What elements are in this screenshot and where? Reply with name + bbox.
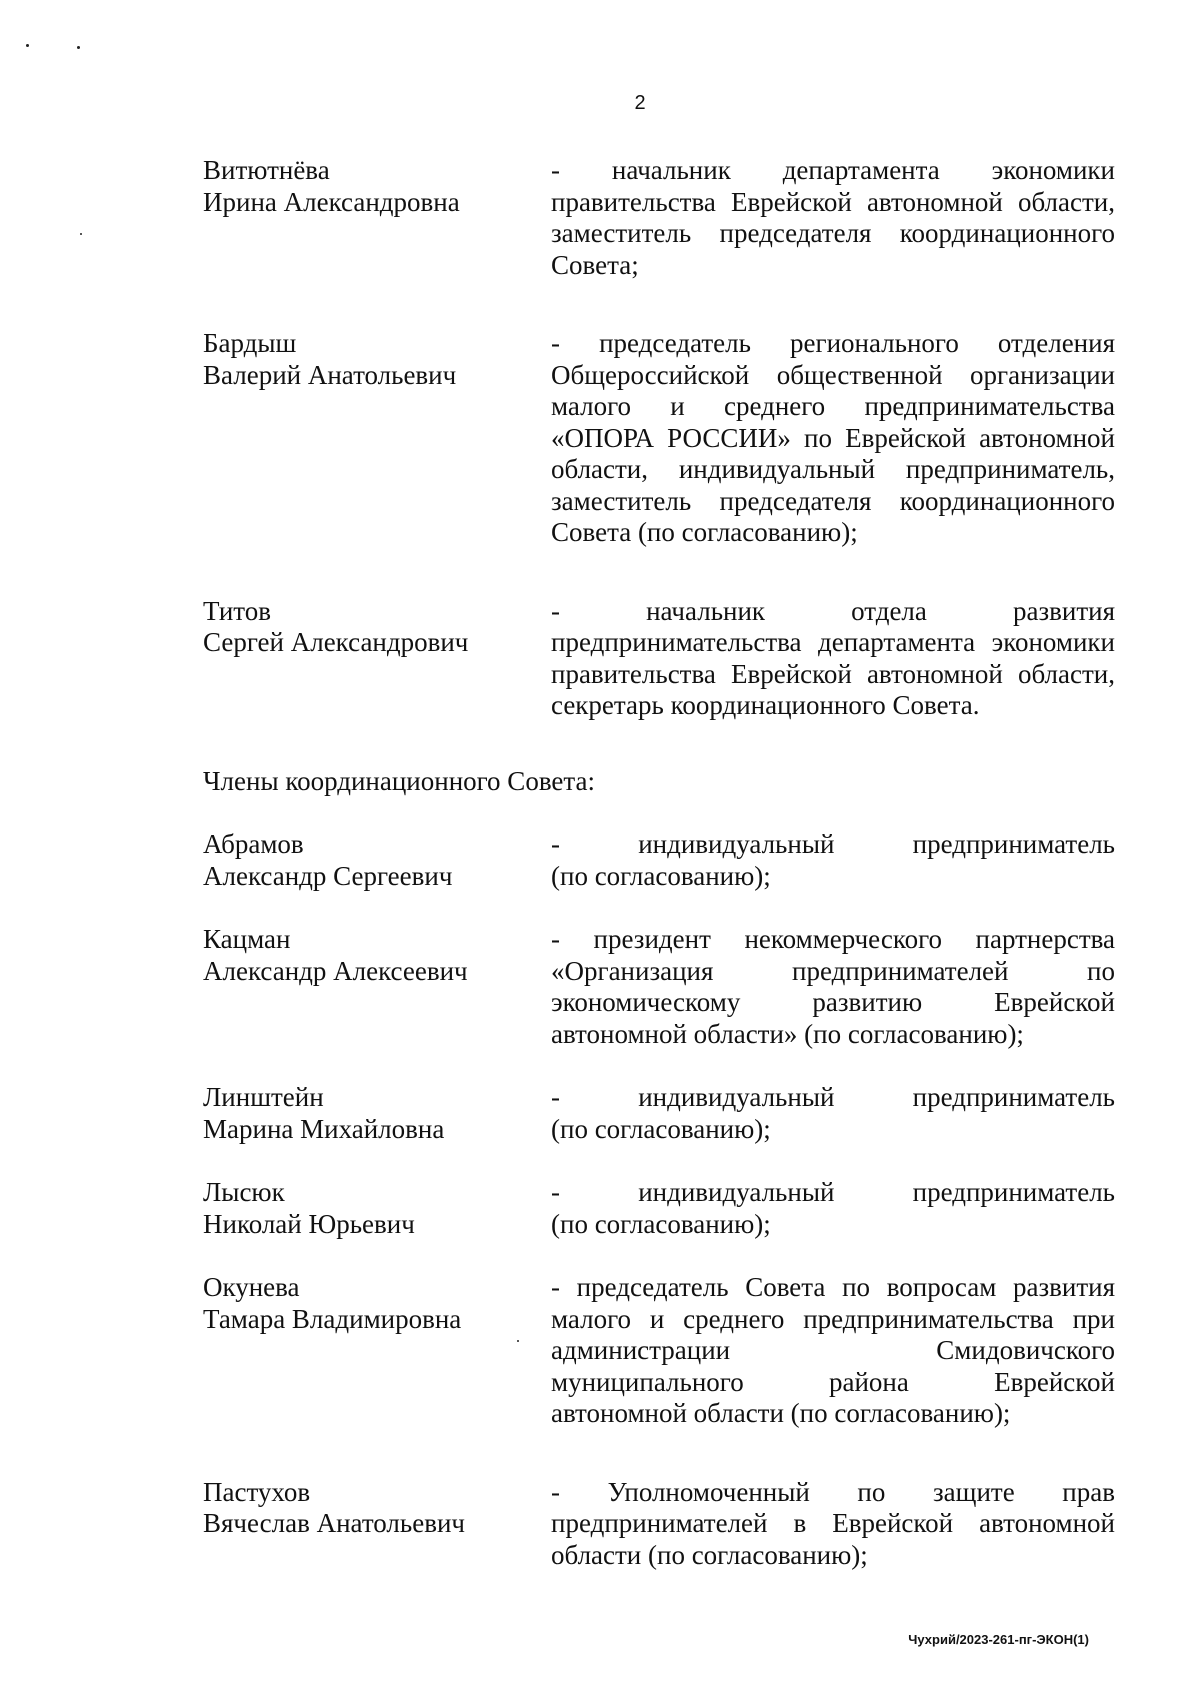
description-line: - начальник департамента экономики xyxy=(551,155,1115,185)
given-names: Ирина Александровна xyxy=(203,186,460,217)
description-line: заместитель председателя координационного xyxy=(551,485,1115,516)
description-line: - начальник отдела развития xyxy=(551,595,1115,626)
description-line: предпринимательства департамента экономики xyxy=(551,627,1115,657)
council-member-pastukhov xyxy=(203,1477,1115,1572)
description-line: - председатель регионального отделения xyxy=(551,328,1115,358)
position-description xyxy=(551,596,1115,722)
description-line: малого и среднего предпринимательства xyxy=(551,391,1115,421)
given-names: Александр Сергеевич xyxy=(203,860,453,891)
person-name xyxy=(203,1177,551,1240)
description-line: экономическому развитию Еврейской xyxy=(551,987,1115,1017)
scan-speck xyxy=(80,233,82,235)
council-entry-bardysh xyxy=(203,328,1115,549)
description-line: - президент некоммерческого партнерства xyxy=(551,924,1115,954)
description-line: автономной области» (по согласованию); xyxy=(551,1018,1024,1049)
members-heading: Члены координационного Совета: xyxy=(203,765,596,796)
scan-speck xyxy=(77,46,80,49)
description-line: - индивидуальный предприниматель xyxy=(551,1082,1115,1112)
description-line: - Уполномоченный по защите прав xyxy=(551,1476,1115,1507)
description-line: (по согласованию); xyxy=(551,860,771,891)
document-body xyxy=(203,155,1115,1571)
description-line: администрации Смидовичского xyxy=(551,1335,1115,1365)
description-line: - индивидуальный предприниматель xyxy=(551,1177,1115,1207)
description-line: правительства Еврейской автономной области, xyxy=(551,186,1115,217)
council-entry-vityutneva xyxy=(203,155,1115,281)
person-name xyxy=(203,924,551,1050)
scan-speck xyxy=(26,44,29,47)
given-names: Николай Юрьевич xyxy=(203,1208,415,1239)
surname: Лысюк xyxy=(203,1177,285,1207)
description-line: «Организация предпринимателей по xyxy=(551,955,1115,986)
position-description xyxy=(551,924,1115,1050)
description-line: области (по согласованию); xyxy=(551,1539,868,1570)
surname: Бардыш xyxy=(203,328,297,358)
description-line: - индивидуальный предприниматель xyxy=(551,829,1115,859)
surname: Витютнёва xyxy=(203,155,330,185)
person-name xyxy=(203,1082,551,1145)
description-line: заместитель председателя координационного xyxy=(551,218,1115,248)
description-line: правительства Еврейской автономной области, xyxy=(551,658,1115,689)
council-member-abramov xyxy=(203,829,1115,892)
description-line: малого и среднего предпринимательства при xyxy=(551,1303,1115,1334)
given-names: Сергей Александрович xyxy=(203,627,469,657)
surname: Абрамов xyxy=(203,829,304,859)
description-line: Совета; xyxy=(551,249,639,280)
description-line: секретарь координационного Совета. xyxy=(551,690,980,720)
surname: Пастухов xyxy=(203,1476,311,1507)
description-line: Совета (по согласованию); xyxy=(551,517,858,547)
given-names: Валерий Анатольевич xyxy=(203,359,457,390)
person-name xyxy=(203,1272,551,1430)
position-description xyxy=(551,1272,1115,1430)
description-line: автономной области (по согласованию); xyxy=(551,1398,1011,1428)
person-name xyxy=(203,596,551,722)
position-description xyxy=(551,829,1115,892)
given-names: Тамара Владимировна xyxy=(203,1303,462,1334)
description-line: «ОПОРА РОССИИ» по Еврейской автономной xyxy=(551,422,1115,453)
given-names: Александр Алексеевич xyxy=(203,955,468,986)
position-description xyxy=(551,1477,1115,1572)
person-name xyxy=(203,829,551,892)
person-name xyxy=(203,155,551,281)
person-name xyxy=(203,1477,551,1572)
surname: Титов xyxy=(203,595,271,626)
council-entry-titov xyxy=(203,596,1115,722)
council-member-katsman xyxy=(203,924,1115,1050)
position-description xyxy=(551,328,1115,549)
given-names: Вячеслав Анатольевич xyxy=(203,1508,465,1538)
council-member-okuneva xyxy=(203,1272,1115,1430)
description-line: предпринимателей в Еврейской автономной xyxy=(551,1508,1115,1538)
page-number: 2 xyxy=(634,92,646,114)
position-description xyxy=(551,155,1115,281)
given-names: Марина Михайловна xyxy=(203,1113,445,1144)
surname: Окунева xyxy=(203,1272,300,1302)
surname: Кацман xyxy=(203,924,291,954)
council-member-linshteyn xyxy=(203,1082,1115,1145)
description-line: (по согласованию); xyxy=(551,1113,771,1144)
description-line: - председатель Совета по вопросам развития xyxy=(551,1272,1115,1302)
position-description xyxy=(551,1082,1115,1145)
description-line: (по согласованию); xyxy=(551,1208,771,1239)
person-name xyxy=(203,328,551,549)
description-line: муниципального района Еврейской xyxy=(551,1366,1115,1397)
description-line: области, индивидуальный предприниматель, xyxy=(551,454,1115,484)
position-description xyxy=(551,1177,1115,1240)
council-member-lysyuk xyxy=(203,1177,1115,1240)
description-line: Общероссийской общественной организации xyxy=(551,359,1115,390)
document-reference-code: Чухрий/2023-261-пг-ЭКОН(1) xyxy=(908,1632,1089,1647)
surname: Линштейн xyxy=(203,1082,324,1112)
